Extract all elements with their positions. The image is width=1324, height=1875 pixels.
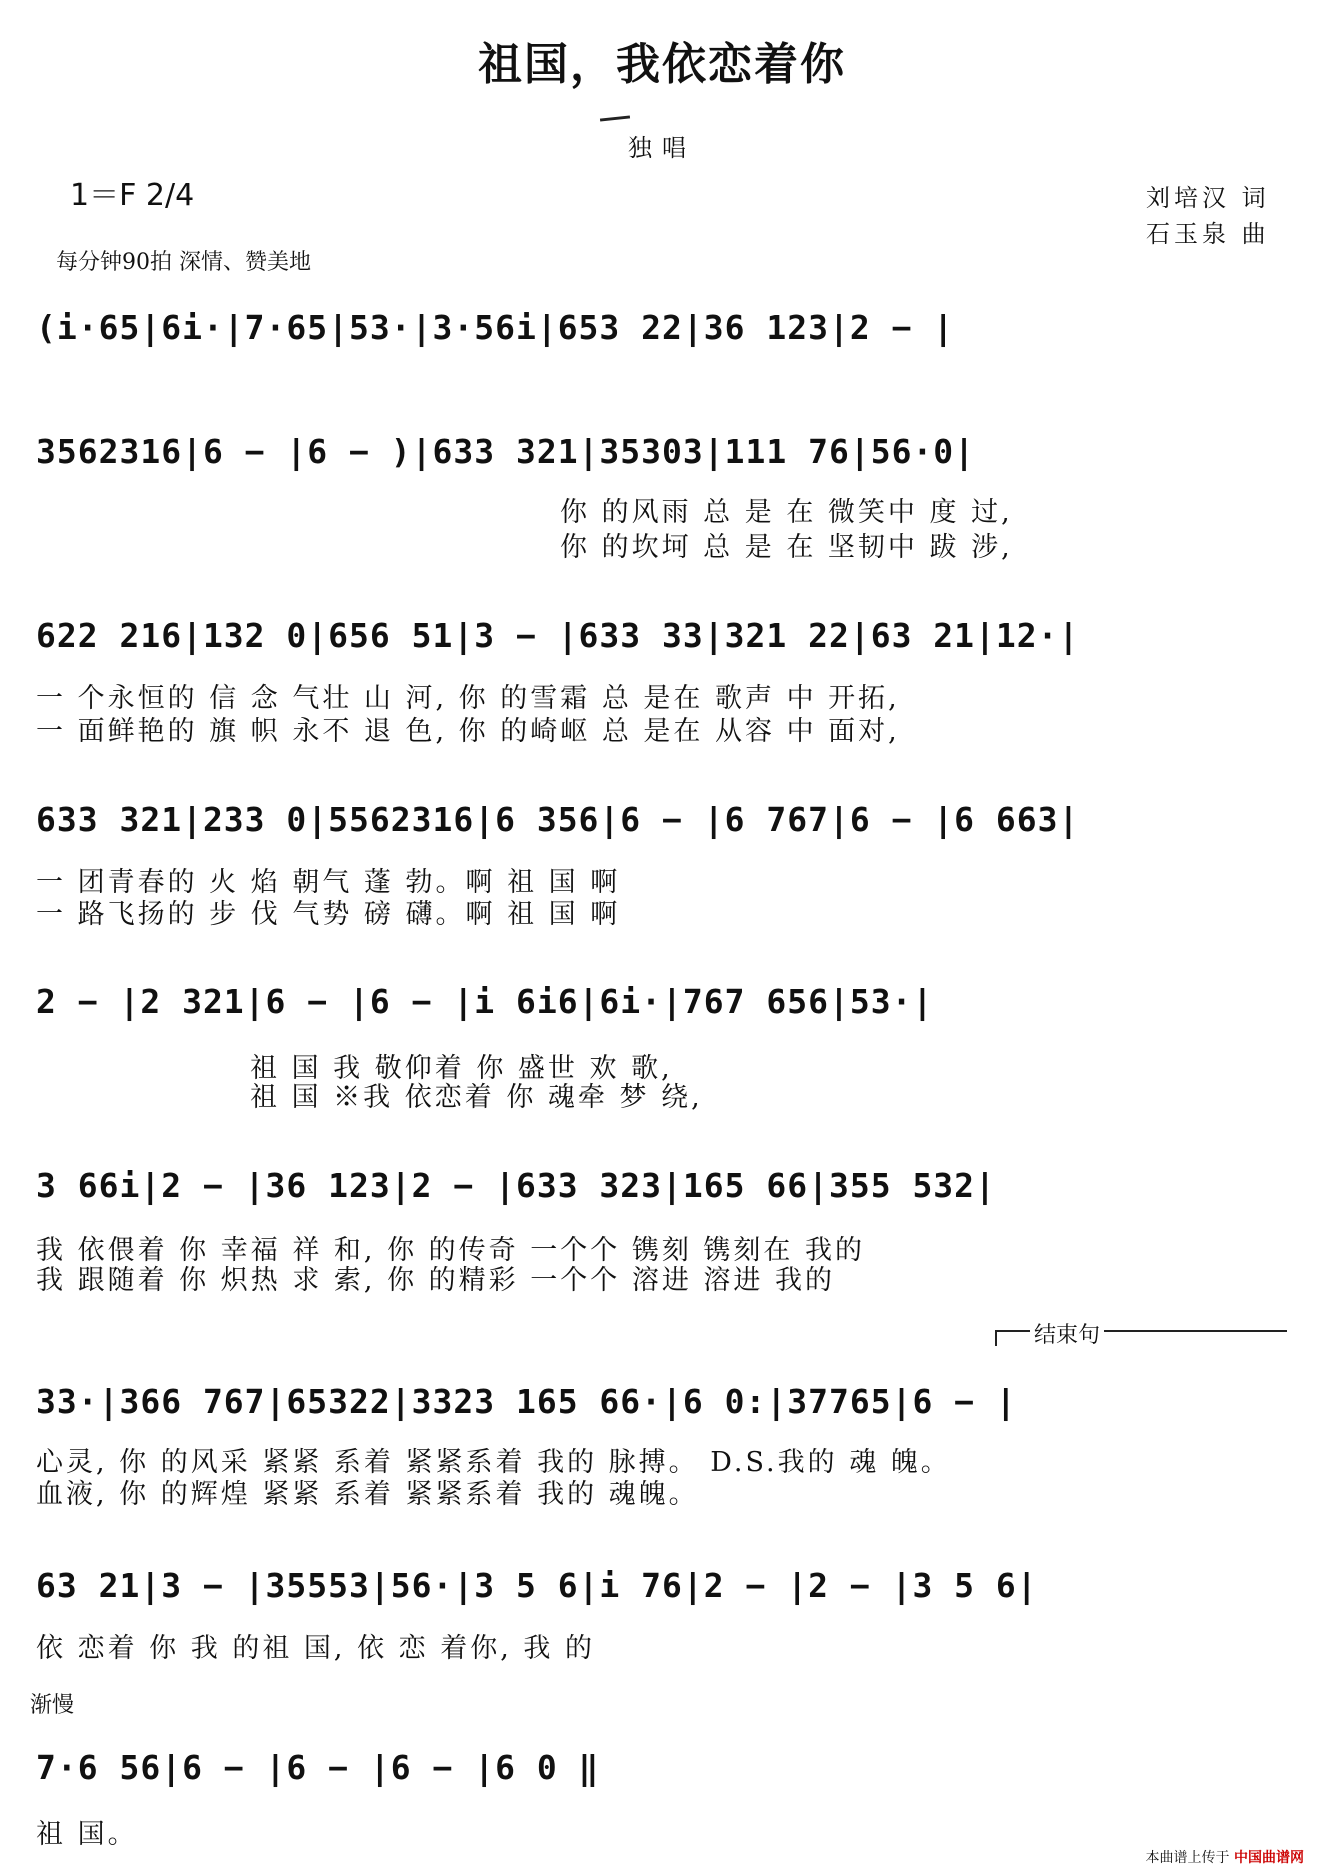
score-title: 祖国，我依恋着你 — [478, 39, 846, 90]
tempo-marking: 每分钟90拍 深情、赞美地 — [56, 250, 311, 275]
lyric-verse-2: 一 面鲜艳的 旗 帜 永不 退 色, 你 的崎岖 总 是在 从容 中 面对, — [36, 716, 900, 747]
decorative-dash — [600, 115, 630, 121]
upload-watermark — [1146, 1847, 1304, 1867]
lyric-verse-1: 你 的风雨 总 是 在 微笑中 度 过, — [560, 497, 1013, 528]
lyric-verse-1: 祖 国 我 敬仰着 你 盛世 欢 歌, — [250, 1053, 673, 1084]
notation-row: 2 − |2 321|6 − |6 − |i 6i6|6i·|767 656|53·| — [36, 982, 934, 1021]
lyric-verse-2: 你 的坎坷 总 是 在 坚韧中 跋 涉, — [560, 532, 1013, 563]
lyric-verse-1: 依 恋着 你 我 的祖 国, 依 恋 着你, 我 的 — [36, 1633, 595, 1664]
lyricist-credit: 刘培汉 词 — [1146, 184, 1270, 212]
ritardando-label: 渐慢 — [30, 1693, 75, 1718]
notation-row: 63 21|3 − |35553|56·|3 5 6|i 76|2 − |2 − |3 5 6| — [36, 1566, 1038, 1605]
composer-credit: 石玉泉 曲 — [1146, 220, 1270, 248]
performance-type: 独唱 — [628, 134, 696, 162]
lyric-verse-2: 祖 国 ※我 依恋着 你 魂牵 梦 绕, — [250, 1082, 703, 1113]
notation-row: 7·6 56|6 − |6 − |6 − |6 0 ‖ — [36, 1748, 600, 1787]
lyric-verse-2: 血液, 你 的辉煌 紧紧 系着 紧紧系着 我的 魂魄。 — [36, 1479, 699, 1510]
notation-row: 3562316|6 − |6 − )|633 321|35303|111 76|56·0| — [36, 432, 976, 471]
lyric-verse-1: 心灵, 你 的风采 紧紧 系着 紧紧系着 我的 脉搏。 D.S.我的 魂 魄。 — [36, 1447, 951, 1478]
notation-row: 622 216|132 0|656 51|3 − |633 33|321 22|63 21|12·| — [36, 616, 1080, 655]
ending-label: 结束句 — [1030, 1318, 1104, 1349]
lyric-verse-1: 我 依偎着 你 幸福 祥 和, 你 的传奇 一个个 镌刻 镌刻在 我的 — [36, 1235, 865, 1266]
notation-row: 3 66i|2 − |36 123|2 − |633 323|165 66|355 532| — [36, 1166, 996, 1205]
lyric-verse-1: 一 团青春的 火 焰 朝气 蓬 勃。啊 祖 国 啊 — [36, 867, 621, 898]
notation-row: 33·|366 767|65322|3323 165 66·|6 0:|37765|6 − | — [36, 1382, 1017, 1421]
key-signature: 1＝F 2/4 — [70, 178, 195, 213]
lyric-verse-1: 祖 国。 — [36, 1819, 138, 1850]
watermark-site: 中国曲谱网 — [1234, 1850, 1304, 1866]
notation-row: (i·65|6i·|7·65|53·|3·56i|653 22|36 123|2 − | — [36, 308, 955, 347]
lyric-verse-1: 一 个永恒的 信 念 气壮 山 河, 你 的雪霜 总 是在 歌声 中 开拓, — [36, 683, 900, 714]
lyric-verse-2: 我 跟随着 你 炽热 求 索, 你 的精彩 一个个 溶进 溶进 我的 — [36, 1265, 835, 1296]
lyric-verse-2: 一 路飞扬的 步 伐 气势 磅 礴。啊 祖 国 啊 — [36, 899, 621, 930]
watermark-prefix: 本曲谱上传于 — [1145, 1850, 1230, 1866]
notation-row: 633 321|233 0|5562316|6 356|6 − |6 767|6 − |6 663| — [36, 800, 1080, 839]
